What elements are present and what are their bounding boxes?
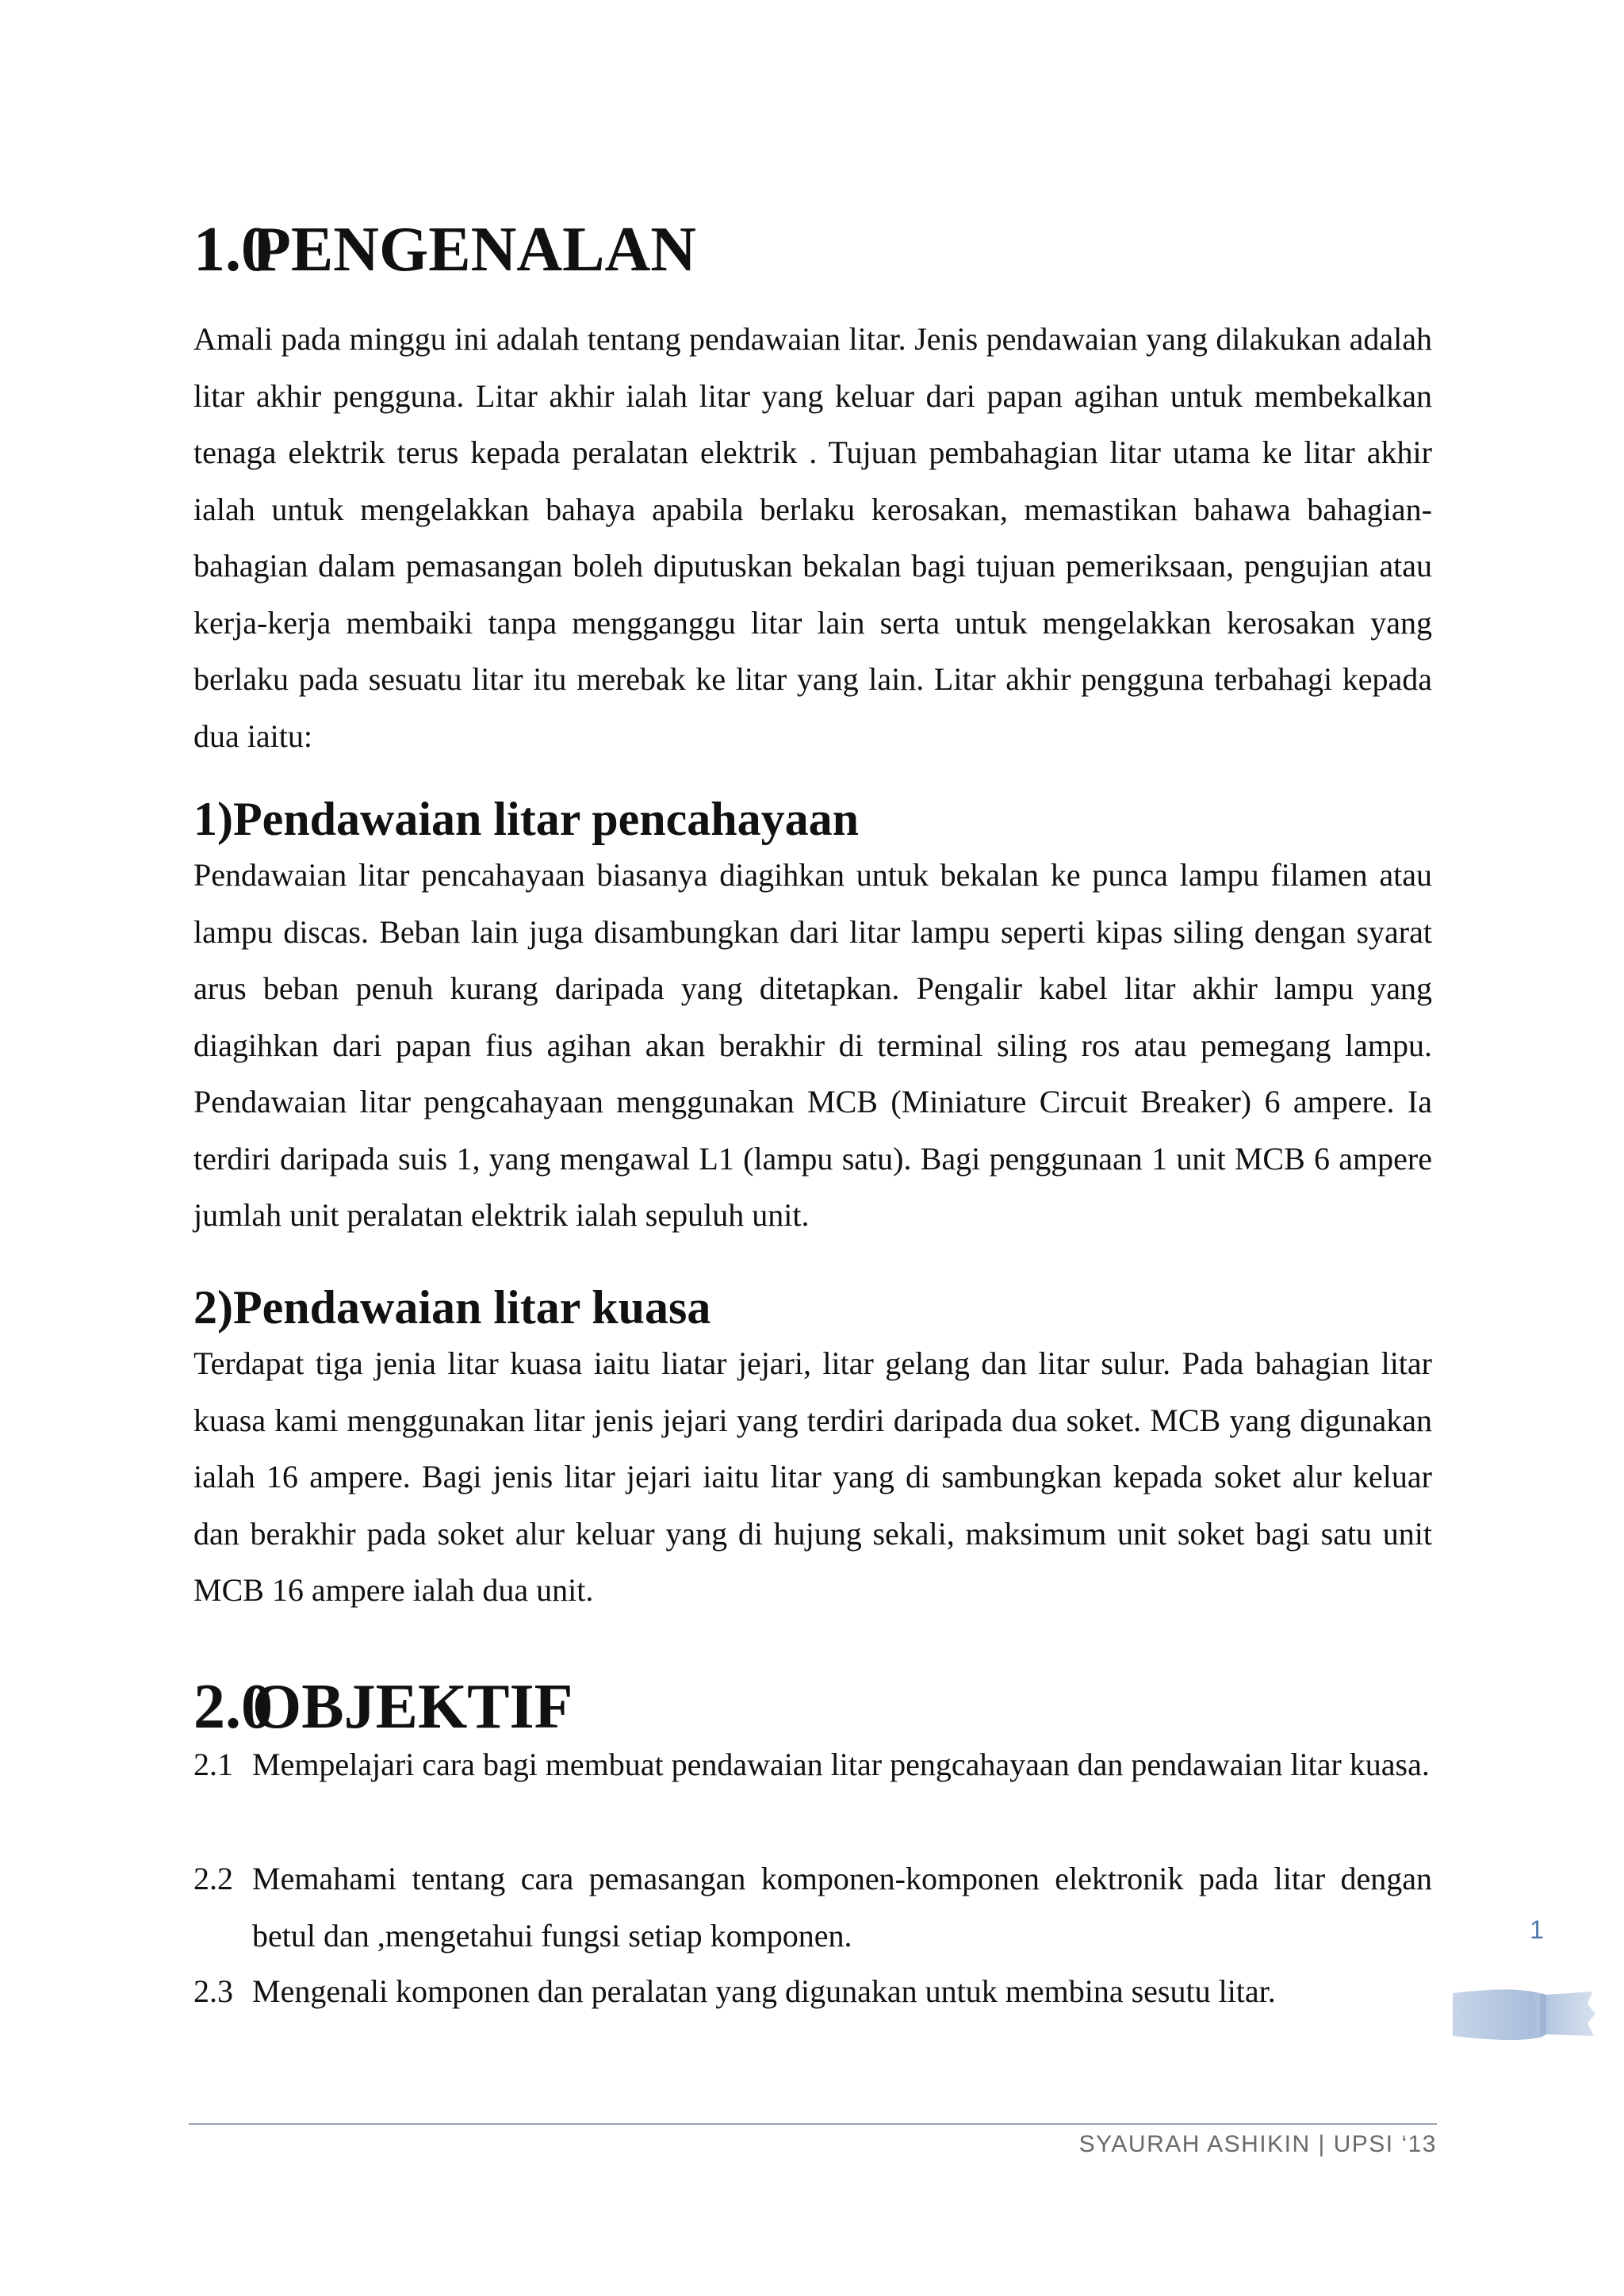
subheading-title: Pendawaian litar pencahayaan — [233, 793, 859, 845]
objective-item — [193, 1850, 1432, 1964]
kuasa-paragraph: Terdapat tiga jenia litar kuasa iaitu liatar jejari, litar gelang dan litar sulur. Pada bahagian litar kuasa kami menggunakan litar jenis jejari yang terdiri daripada dua soket. MCB yang digunakan ialah 16 ampere. Bagi jenis litar jejari iaitu litar yang di sambungkan kepada soket alur keluar dan berakhir pada soket alur keluar yang di hujung sekali, maksimum unit soket bagi satu unit MCB 16 ampere ialah dua unit. — [193, 1345, 1432, 1608]
objective-number: 2.1 — [193, 1747, 233, 1782]
objective-text: Mempelajari cara bagi membuat pendawaian litar pengcahayaan dan pendawaian litar kuasa. — [252, 1747, 1430, 1782]
section-number: 2.0 — [193, 1672, 273, 1742]
section-heading-pengenalan — [193, 215, 697, 285]
subheading-title: Pendawaian litar kuasa — [233, 1281, 711, 1334]
objective-item — [193, 1963, 1432, 2020]
objective-number: 2.3 — [193, 1973, 233, 2009]
objective-text: Mengenali komponen dan peralatan yang digunakan untuk membina sesutu litar. — [252, 1973, 1276, 2009]
subheading-kuasa — [193, 1280, 710, 1337]
section-title: PENGENALAN — [252, 215, 697, 285]
page-number: 1 — [1530, 1915, 1544, 1944]
intro-paragraph: Amali pada minggu ini adalah tentang pendawaian litar. Jenis pendawaian yang dilakukan adalah litar akhir pengguna. Litar akhir ialah litar yang keluar dari papan agihan untuk membekalkan tenaga elektrik terus kepada peralatan elektrik . Tujuan pembahagian litar utama ke litar akhir ialah untuk mengelakkan bahaya apabila berlaku kerosakan, memastikan bahawa bahagian-bahagian dalam pemasangan boleh diputuskan bekalan bagi tujuan pemeriksaan, pengujian atau kerja-kerja membaiki tanpa mengganggu litar lain serta untuk mengelakkan kerosakan yang berlaku pada sesuatu litar itu merebak ke litar yang lain. Litar akhir pengguna terbahagi kepada dua iaitu: — [193, 321, 1432, 754]
footer-divider — [189, 2123, 1437, 2125]
objective-text: Memahami tentang cara pemasangan komponen-komponen elektronik pada litar dengan betul dan ,mengetahui fungsi setiap komponen. — [252, 1861, 1432, 1954]
page-tab-decoration — [1451, 1982, 1599, 2045]
subheading-number: 1) — [193, 793, 233, 845]
subheading-number: 2) — [193, 1281, 233, 1334]
objective-item — [193, 1736, 1432, 1793]
footer-author: SYAURAH ASHIKIN | UPSI ‘13 — [1078, 2131, 1437, 2157]
section-title: OBJEKTIF — [252, 1672, 573, 1742]
subheading-pencahayaan — [193, 791, 859, 848]
section-heading-objektif — [193, 1672, 573, 1742]
pencahayaan-paragraph: Pendawaian litar pencahayaan biasanya diagihkan untuk bekalan ke punca lampu filamen atau lampu discas. Beban lain juga disambungkan dari litar lampu seperti kipas siling dengan syarat arus beban penuh kurang daripada yang ditetapkan. Pengalir kabel litar akhir lampu yang diagihkan dari papan fius agihan akan berakhir di terminal siling ros atau pemegang lampu. Pendawaian litar pengcahayaan menggunakan MCB (Miniature Circuit Breaker) 6 ampere. Ia terdiri daripada suis 1, yang mengawal L1 (lampu satu). Bagi penggunaan 1 unit MCB 6 ampere jumlah unit peralatan elektrik ialah sepuluh unit. — [193, 857, 1432, 1233]
objective-number: 2.2 — [193, 1861, 233, 1896]
section-number: 1.0 — [193, 215, 273, 285]
